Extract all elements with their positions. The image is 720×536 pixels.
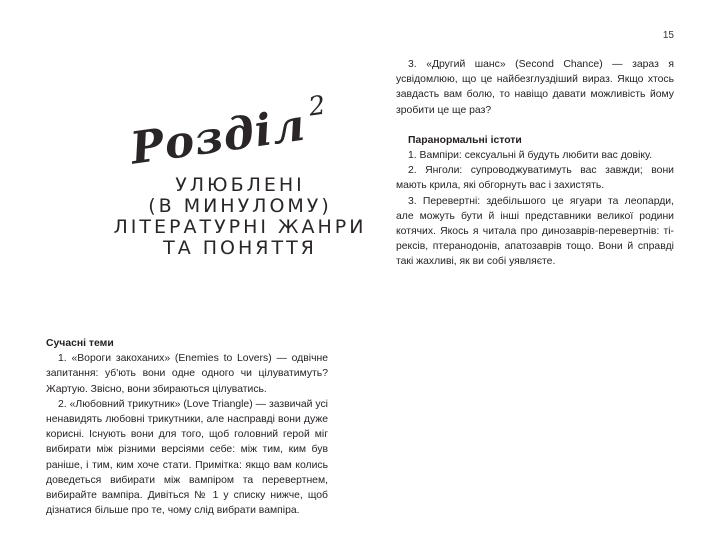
chapter-number: 2: [307, 90, 329, 123]
list-item: 1. «Вороги закоханих» (Enemies to Lovers) — одвічне запитання: уб'ють вони одне одного чи цілуватимуть? Жартую. Звісно, вони збираються цілуватись.: [46, 353, 328, 395]
subtitle-line: (В МИНУЛОМУ): [148, 195, 332, 217]
list-item: 1. Вампіри: сексуальні й будуть любити вас довіку.: [408, 150, 653, 162]
left-column: [46, 336, 328, 518]
subtitle-line: ЛІТЕРАТУРНІ ЖАНРИ: [113, 216, 367, 238]
list-item: 3. Перевертні: здебільшого це ягуари та леопарди, але можуть бути й інші представники великої родини котячих. Якось я читала про динозаврів-перевертнів: ті-рексів, птеранодонів, апатозаврів тощо. Вони й справді такі жахливі, як ви собі уявляєте.: [396, 195, 674, 268]
list-item: 3. «Другий шанс» (Second Chance) — зараз я усвідомлюю, що це найбезглуздіший вираз. Якщо хтось завдасть вам болю, то навіщо давати можливість йому зробити це ще раз?: [396, 59, 674, 116]
list-item: 2. «Любовний трикутник» (Love Triangle) — зазвичай усі ненавидять любовні трикутники, але насправді вони дуже корисні. Існують вони для того, щоб головний герой міг вибирати між різними версіями себе: між тим, ким був раніше, і тим, ким хоче стати. Примітка: якщо вам колись доведеться вибирати між вампіром та перевертнем, вибирайте вампіра. Дивіться № 1 у списку нижче, щоб дізнатися більше про те, чому слід вибрати вампіра.: [46, 398, 328, 517]
subtitle-line: ТА ПОНЯТТЯ: [163, 237, 317, 259]
chapter-word: Розділ: [127, 99, 310, 175]
subtitle-line: УЛЮБЛЕНІ: [175, 174, 305, 196]
right-column: [396, 57, 674, 270]
section-heading-paranormal: Паранормальні істоти: [408, 134, 522, 146]
section-heading-modern-themes: Сучасні теми: [46, 338, 114, 349]
chapter-heading: [80, 90, 400, 259]
list-item: 2. Янголи: супроводжуватимуть вас завжди; вони мають крила, які обгорнуть вас і захистять.: [396, 165, 674, 192]
chapter-subtitle: [80, 175, 400, 259]
page-number: 15: [662, 30, 674, 41]
chapter-title: [127, 90, 333, 175]
